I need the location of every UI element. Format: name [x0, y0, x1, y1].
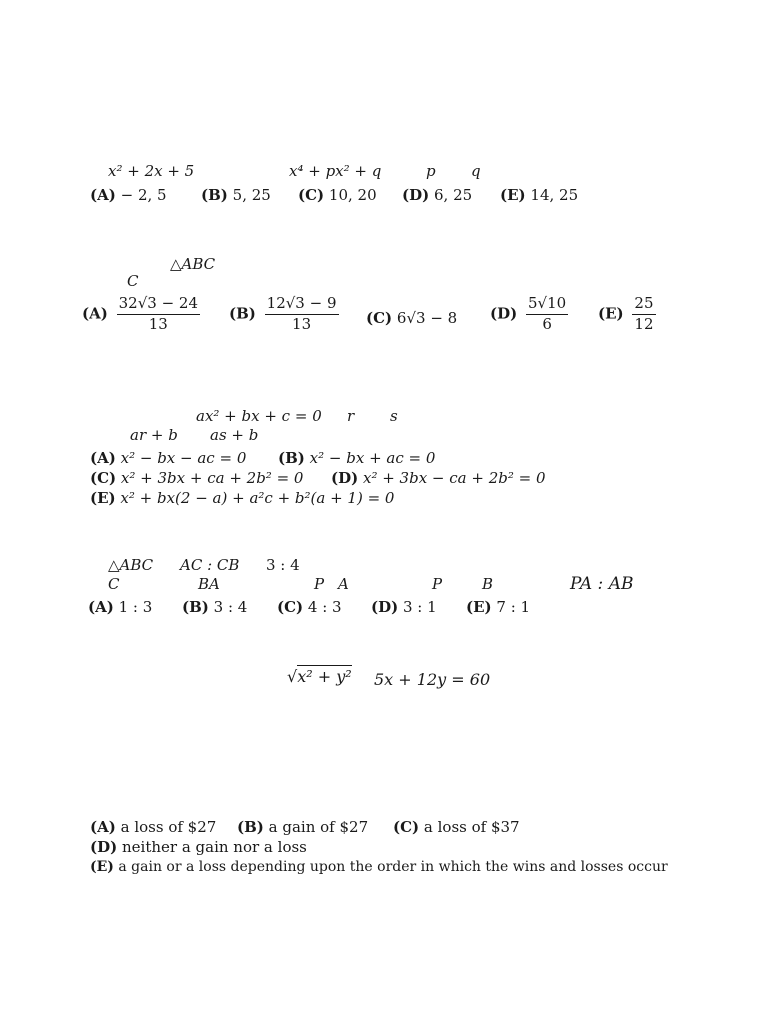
q4-option-b-value: 3 : 4	[213, 598, 248, 616]
q4-option-a[interactable]	[88, 600, 152, 615]
q6-option-e-label: (E)	[90, 859, 114, 875]
q2-option-b-label: (B)	[229, 304, 256, 323]
q1-option-d-label: (D)	[402, 186, 430, 204]
q1-expr-a: x² + 2x + 5	[108, 162, 195, 180]
q4-point-c: C	[108, 575, 120, 593]
q4-point-p2: P	[432, 575, 443, 593]
q4-option-a-label: (A)	[88, 598, 114, 616]
q4-option-a-value: 1 : 3	[118, 598, 153, 616]
q4-option-c-label: (C)	[277, 598, 304, 616]
q4-option-e[interactable]	[466, 600, 530, 615]
q3-root-r: r	[347, 407, 355, 425]
q4-point-a: A	[338, 575, 349, 593]
q2-triangle: △ABC	[170, 255, 216, 273]
q6-option-d-value: neither a gain nor a loss	[121, 838, 307, 856]
q2-option-d-label: (D)	[490, 304, 518, 323]
q2-option-e-fraction	[632, 296, 655, 333]
q4-option-b[interactable]	[182, 600, 247, 615]
q4-option-d[interactable]	[371, 600, 437, 615]
q6-option-d[interactable]	[90, 840, 307, 855]
q5-sqrt-expression	[287, 669, 352, 685]
q4-option-c-value: 4 : 3	[307, 598, 342, 616]
q6-option-a[interactable]	[90, 820, 216, 835]
q1-option-a-label: (A)	[90, 186, 116, 204]
q1-option-e[interactable]	[500, 188, 578, 203]
q4-option-e-value: 7 : 1	[496, 598, 531, 616]
q6-option-b[interactable]	[237, 820, 368, 835]
q3-option-c-label: (C)	[90, 469, 117, 487]
q1-expr-b: x⁴ + px² + q	[289, 162, 382, 180]
q3-option-a-label: (A)	[90, 449, 116, 467]
q2-option-a-numerator: 32√3 − 24	[117, 296, 200, 315]
q2-option-d-numerator: 5√10	[526, 296, 568, 315]
q4-triangle: △ABC	[108, 556, 154, 574]
q3-option-d-label: (D)	[331, 469, 359, 487]
q2-option-e-numerator: 25	[632, 296, 655, 315]
q4-option-d-label: (D)	[371, 598, 399, 616]
q4-ratio-expr: AC : CB	[180, 556, 240, 574]
q1-option-e-value: 14, 25	[530, 186, 579, 204]
q6-option-a-value: a loss of $27	[120, 818, 217, 836]
q5-line-equation: 5x + 12y = 60	[374, 670, 491, 689]
q2-option-b-numerator: 12√3 − 9	[265, 296, 339, 315]
q3-expr-as: as + b	[210, 426, 259, 444]
q2-option-a[interactable]	[82, 296, 200, 333]
q1-option-b-value: 5, 25	[232, 186, 271, 204]
q4-option-b-label: (B)	[182, 598, 209, 616]
q4-target: PA : AB	[570, 574, 634, 594]
q2-option-a-denominator: 13	[148, 314, 168, 333]
q2-point-c: C	[127, 272, 139, 290]
q4-point-p1: P	[314, 575, 325, 593]
q2-option-b-fraction	[265, 296, 339, 333]
q1-option-b-label: (B)	[201, 186, 228, 204]
q6-option-e[interactable]	[90, 860, 668, 874]
q2-option-d-denominator: 6	[542, 314, 552, 333]
q2-option-a-label: (A)	[82, 304, 108, 323]
q1-var-q: q	[471, 162, 481, 180]
q2-option-a-fraction	[117, 296, 200, 333]
q2-option-d-fraction	[526, 296, 568, 333]
q3-option-a[interactable]	[90, 451, 246, 466]
q4-option-c[interactable]	[277, 600, 342, 615]
q3-root-s: s	[390, 407, 398, 425]
q3-option-b-label: (B)	[278, 449, 305, 467]
q4-ratio-value: 3 : 4	[266, 556, 300, 574]
q2-option-b-denominator: 13	[292, 314, 312, 333]
q4-point-b: B	[482, 575, 494, 593]
q3-option-c-value: x² + 3bx + ca + 2b² = 0	[120, 469, 304, 487]
q3-option-b[interactable]	[278, 451, 435, 466]
q6-option-c[interactable]	[393, 820, 520, 835]
q2-option-c-value: 6√3 − 8	[396, 309, 458, 327]
q2-option-e[interactable]	[598, 296, 656, 333]
q1-option-b[interactable]	[201, 188, 271, 203]
q4-option-d-value: 3 : 1	[402, 598, 437, 616]
q3-equation: ax² + bx + c = 0	[196, 407, 322, 425]
radical-sign-icon: √	[287, 667, 298, 686]
q6-option-a-label: (A)	[90, 818, 116, 836]
q2-option-e-denominator: 12	[634, 314, 654, 333]
q3-option-d-value: x² + 3bx − ca + 2b² = 0	[362, 469, 546, 487]
q4-option-e-label: (E)	[466, 598, 492, 616]
q6-option-c-value: a loss of $37	[423, 818, 520, 836]
q3-option-a-value: x² − bx − ac = 0	[120, 449, 247, 467]
q3-option-e[interactable]	[90, 491, 394, 506]
q3-expr-ar: ar + b	[130, 426, 178, 444]
q6-option-b-label: (B)	[237, 818, 264, 836]
q2-option-c[interactable]	[366, 311, 457, 326]
q1-option-d[interactable]	[402, 188, 472, 203]
q1-option-c[interactable]	[298, 188, 377, 203]
q6-option-c-label: (C)	[393, 818, 420, 836]
q3-option-e-value: x² + bx(2 − a) + a²c + b²(a + 1) = 0	[120, 489, 395, 507]
q2-option-d[interactable]	[490, 296, 568, 333]
q1-option-a-value: − 2, 5	[120, 186, 167, 204]
q1-option-d-value: 6, 25	[433, 186, 473, 204]
q1-option-e-label: (E)	[500, 186, 526, 204]
q2-option-b[interactable]	[229, 296, 339, 333]
q6-option-d-label: (D)	[90, 838, 118, 856]
q5-radicand: x² + y²	[297, 667, 352, 686]
q1-option-a[interactable]	[90, 188, 167, 203]
q4-segment-ba: BA	[198, 575, 220, 593]
q2-option-e-label: (E)	[598, 304, 624, 323]
q2-option-c-label: (C)	[366, 309, 393, 327]
q3-option-c[interactable]	[90, 471, 303, 486]
q6-option-e-value: a gain or a loss depending upon the order in which the wins and losses occur	[118, 859, 668, 875]
q1-option-c-value: 10, 20	[328, 186, 377, 204]
q3-option-d[interactable]	[331, 471, 546, 486]
q3-option-e-label: (E)	[90, 489, 116, 507]
q1-var-p: p	[426, 162, 436, 180]
q6-option-b-value: a gain of $27	[268, 818, 369, 836]
q1-option-c-label: (C)	[298, 186, 325, 204]
q3-option-b-value: x² − bx + ac = 0	[309, 449, 436, 467]
